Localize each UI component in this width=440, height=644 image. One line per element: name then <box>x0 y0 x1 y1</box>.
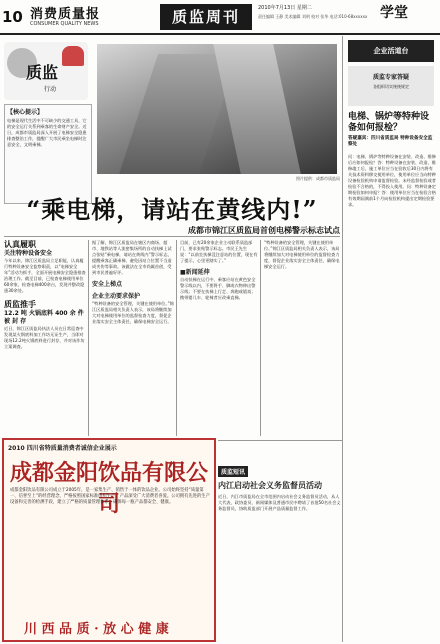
logo-subtitle: 行动 <box>44 86 57 93</box>
ad-body: 成都金阳饮品有限公司成立于2005年，是一家集生产、销售于一体的饮品企业。公司始终坚持“质量第一、信誉至上”的经营理念，严格按照国家标准组织生产，产品深受广大消费者喜爱。公司拥有先进的生产设备和完善的检测手段，建立了严格的质量管理体系，确保每一瓶产品都安全、健康。 <box>10 488 210 506</box>
right-column <box>344 36 438 642</box>
col4-text: “特种设备的安全管理，关键在使用单位。”锦江区质监局相关负责人表示，该局将继续加大对电梯使用单位的监督检查力度，督促企业落实安全主体责任，确保电梯安全运行。 <box>264 240 340 269</box>
editor-meta: 责任编辑 王静 美术编辑 刘明 校对 张华 电话:010-68xxxxxx <box>258 14 368 19</box>
col2-text-2: “特种设备的安全管理，关键在使用单位。”锦江区质监局相关负责人表示，该局将继续加大对电梯使用单位的监督检查力度，督促企业落实安全主体责任，确保电梯安全运行。 <box>92 301 174 324</box>
right-tag <box>348 66 434 106</box>
issue-date: 2010年7月13日 星期二 <box>258 5 312 11</box>
right-section-title: 学堂 <box>380 5 408 21</box>
col3-section-title: ■新闻延伸 <box>180 269 210 276</box>
col1-subtitle: 关注特种设备安全 <box>4 250 53 257</box>
paper-name: 消费质量报 <box>30 7 101 22</box>
col1-section2-title: 质监推手 <box>4 300 36 309</box>
right-question-subtitle: 答疑嘉宾：四川省质监局 特种设备安全监察处 <box>348 136 433 147</box>
ad-title: 成都金阳饮品有限公司 <box>9 460 208 517</box>
right-question-title: 电梯、锅炉等特种设备如何报检？ <box>348 112 430 133</box>
main-subhead: 成都市锦江区质监局首创电梯警示标志试点 <box>188 226 340 235</box>
escalator-shape-2 <box>213 44 301 174</box>
col1-section2-subtitle: 12.2 吨 火锅底料 400 余 件 被 封 存 <box>4 310 84 325</box>
column-logo <box>4 42 88 100</box>
article-column-4 <box>264 240 340 436</box>
news-text: 近日，内江市质监局在全市范围内启动社会义务监督员活动，从人大代表、政协委员、新闻媒体及普通市民中聘请了首批50名社会义务监督员，协助质监部门开展产品质量监督工作。 <box>218 494 341 511</box>
header-rule <box>0 33 440 35</box>
news-tag: 质监短讯 <box>218 466 248 477</box>
core-tip-box <box>4 104 92 204</box>
column-divider <box>260 240 261 436</box>
ad-slogan: 川 西 品 质 · 放 心 健 康 <box>24 622 169 637</box>
right-tag-subtitle: 各组织切实统统规定 <box>373 84 409 89</box>
page-header <box>0 0 440 34</box>
core-tip-title: 【核心提示】 <box>7 109 44 116</box>
right-column-divider <box>342 36 343 642</box>
right-tag-title: 质监专家答疑 <box>372 74 409 81</box>
right-qa-text: 问：电梯、锅炉等特种设备在安装、改造、维修后应如何报检？答：特种设备在安装、改造、维修竣工后，施工单位应当在验收后30日内将有关技术资料移交使用单位，使用单位应当向特种设备检验机构申请监督检验。未经监督检验或者检验不合格的，不得投入使用。问：特种设备定期检验如何申报？答：使用单位应当在检验合格有效期届满前1个月向检验机构提出定期检验要求。 <box>348 154 436 207</box>
page-number: 10 <box>2 8 23 26</box>
logo-title: 质监 <box>26 63 59 82</box>
escalator-photo <box>97 44 337 174</box>
core-tip-text: 电梯是现代生活中不可缺少的交通工具，它的安全运行关系到乘客的生命财产安全。近日，成都市质监局深入开展了电梯安全隐患排查整治工作，提醒广大市民乘坐电梯时注意安全，文明乘梯。 <box>7 118 87 147</box>
right-logo: 企业活道台 <box>348 40 434 62</box>
news-rule <box>218 440 342 441</box>
main-headline: “乘电梯，请站在黄线内!” <box>26 195 318 224</box>
col2-text: 据了解，锦江区质监局在辖区内商场、超市、地铁站等人流密集场所的自动扶梯上试点张贴“乘电梯，请站在黄线内”警示标志，提醒乘客正确乘梯，避免因站立位置不当造成夹伤等事故。该做法在全市尚属首创，受到市民普遍好评。 <box>92 240 172 275</box>
article-column-2 <box>92 240 174 436</box>
col1-section2-text: 近日，锦江区质监局执法人员在日常巡查中发现某火锅底料加工作坊无证生产，当即对现场12.2吨火锅底料进行封存，并对该作坊立案调查。 <box>4 326 85 349</box>
col3-section-text: 自动扶梯在运行中，乘客应站在黄色安全警示线以内，不要将手、脚或衣物伸出警示线；不要在扶梯上行走、奔跑或嬉戏；携带婴儿车、轮椅者应改乘直梯。 <box>180 277 256 300</box>
col2-section-title: 安全上梯点 <box>92 281 123 288</box>
column-divider <box>88 240 89 436</box>
col3-text: 目前，已有20余家企业主动联系质监部门，要求张贴警示标志。市民王先生说：“以前坐扶梯没注意站的位置，现在有了提示，心里更踏实了。” <box>180 240 258 263</box>
photo-caption: 图片提供：成都市质监局 <box>296 176 340 181</box>
col2-section-subtitle: 企业主动要求保护 <box>92 293 141 300</box>
article-column-1 <box>4 240 86 436</box>
paper-name-en: CONSUMER QUALITY NEWS <box>30 21 99 27</box>
column-divider <box>176 240 177 436</box>
hand-icon <box>62 46 84 66</box>
col1-text: 今年以来，锦江区质监局立足职能，认真履行特种设备安全监察职责，以“电梯安全年”活动为抓手，全面开展电梯安全隐患排查治理工作。截至目前，已检查电梯使用单位60余家，检查电梯400余台，发现并整改隐患30余处。 <box>4 258 86 293</box>
col1-title: 认真履职 <box>4 240 36 249</box>
news-brief <box>218 466 342 642</box>
advertisement <box>2 438 216 642</box>
news-title: 内江启动社会义务监督员活动 <box>218 481 322 490</box>
headline-rule <box>4 236 340 237</box>
masthead <box>2 2 158 32</box>
section-title: 质监周刊 <box>160 4 252 30</box>
article-column-3 <box>180 240 258 436</box>
ad-header: 2010 四川省特质量消费者诚信企业展示 <box>8 445 117 452</box>
